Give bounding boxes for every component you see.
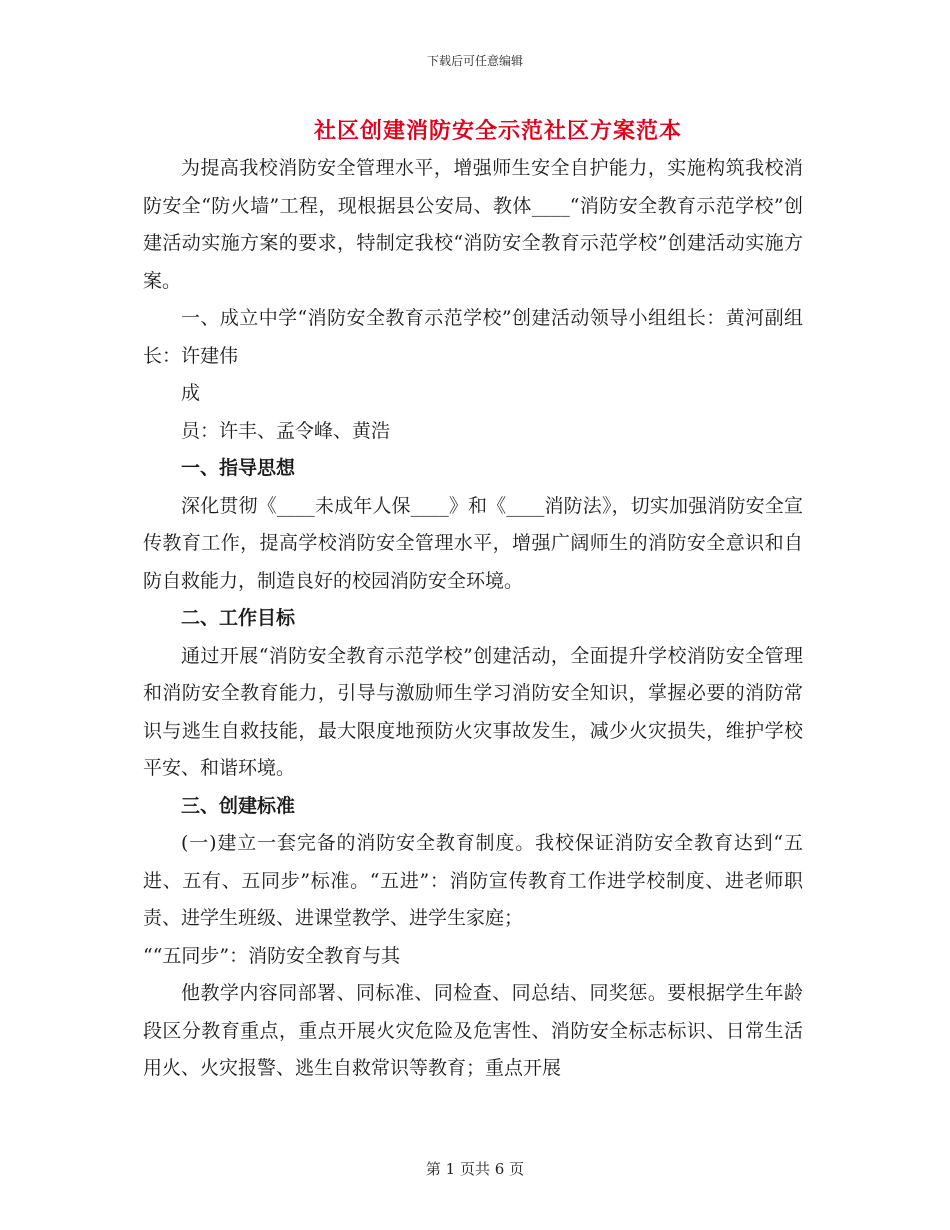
page-footer: 第 1 页共 6 页 bbox=[425, 1160, 525, 1178]
paragraph-leadership-group: 一、成立中学“消防安全教育示范学校”创建活动领导小组组长：黄河副组长：许建伟 bbox=[143, 307, 803, 367]
paragraph-member-label: 成 bbox=[181, 382, 201, 404]
document-title: 社区创建消防安全示范社区方案范本 bbox=[313, 118, 682, 144]
section-heading-guiding-ideology: 一、指导思想 bbox=[181, 457, 296, 479]
paragraph-standards-3: 他教学内容同部署、同标准、同检查、同总结、同奖惩。要根据学生年龄段区分教育重点，重点开展火灾危险及危害性、消防安全标志标识、日常生活用火、火灾报警、逃生自救常识等教育；重点开展 bbox=[143, 982, 803, 1079]
paragraph-guiding-ideology: 深化贯彻《____未成年人保____》和《____消防法》，切实加强消防安全宣传教育工作，提高学校消防安全管理水平，增强广阔师生的消防安全意识和自防自救能力，制造良好的校园消防安全环境。 bbox=[143, 494, 803, 592]
paragraph-standards-2: ““五同步”：消防安全教育与其 bbox=[143, 944, 401, 967]
paragraph-work-goals: 通过开展“消防安全教育示范学校”创建活动，全面提升学校消防安全管理和消防安全教育能力，引导与激励师生学习消防安全知识，掌握必要的消防常识与逃生自救技能，最大限度地预防火灾事故发生，减少火灾损失，维护学校平安、和谐环境。 bbox=[143, 644, 803, 779]
paragraph-intro: 为提高我校消防安全管理水平，增强师生安全自护能力，实施构筑我校消防安全“防火墙”工程，现根据县公安局、教体____“消防安全教育示范学校”创建活动实施方案的要求，特制定我校“消防安全教育示范学校”创建活动实施方案。 bbox=[143, 157, 803, 292]
header-note: 下载后可任意编辑 bbox=[426, 54, 523, 68]
section-heading-standards: 三、创建标准 bbox=[181, 794, 296, 817]
section-heading-work-goals: 二、工作目标 bbox=[181, 607, 296, 629]
document-body bbox=[143, 150, 803, 1088]
paragraph-members: 员：许丰、孟令峰、黄浩 bbox=[181, 419, 391, 442]
paragraph-standards-1: (一)建立一套完备的消防安全教育制度。我校保证消防安全教育达到“五进、五有、五同步”标准。“五进”：消防宣传教育工作进学校制度、进老师职责、进学生班级、进课堂教学、进学生家庭； bbox=[143, 832, 803, 929]
